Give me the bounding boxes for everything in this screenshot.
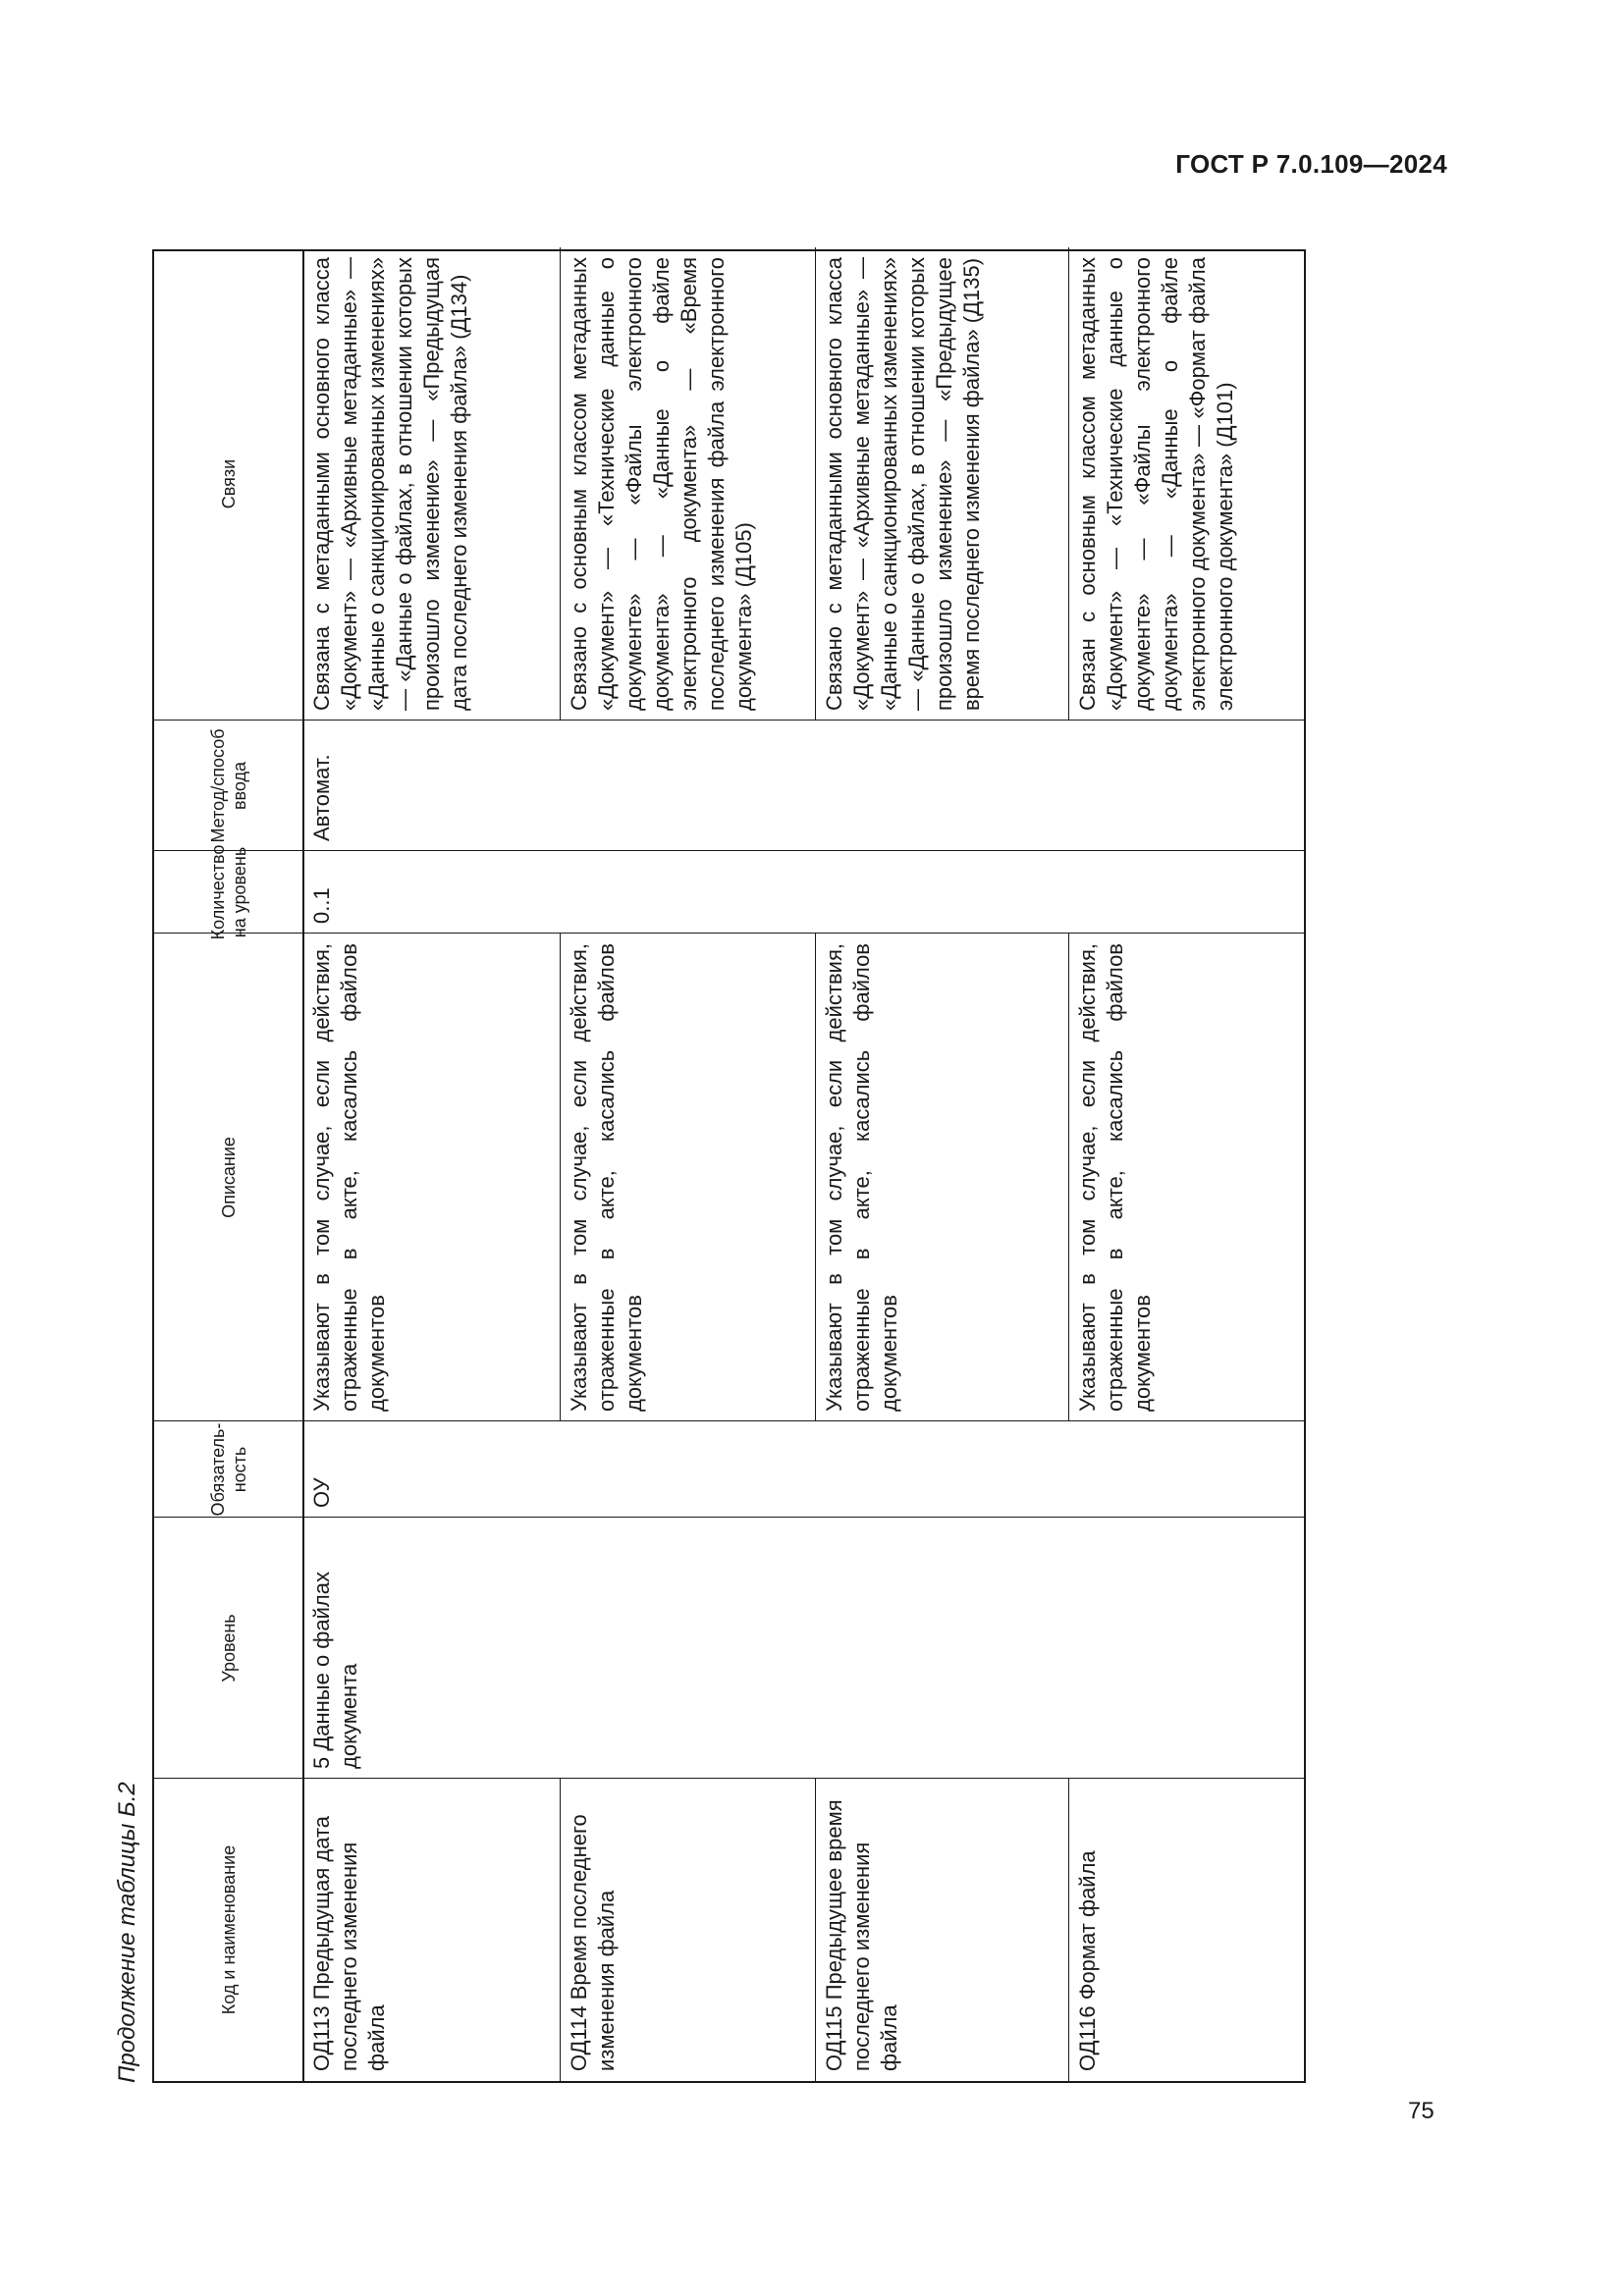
row-links-cell: Связано с метаданными основного класса «Документ» — «Архивные метаданные» — «Данные о санкционированных изменениях» — «Данные о файлах, в отношении которых произошло изменение» — «Предыдущее время последнего изменения файла» (Д135) [822, 257, 984, 711]
row-code-cell: ОД116 Формат файла [1075, 1850, 1100, 2071]
header-obligation: Обязатель-ность [207, 1422, 249, 1517]
row-code-cell: ОД113 Предыдущая дата последнего изменения файла [309, 1815, 389, 2071]
row-description-cell: Указывают в том случае, если действия, отраженные в акте, касались файлов документов [567, 943, 646, 1412]
row-description-cell: Указывают в том случае, если действия, отраженные в акте, касались файлов документов [1075, 943, 1155, 1412]
quantity-cell: 0..1 [309, 887, 334, 924]
document-standard-header: ГОСТ Р 7.0.109—2024 [1175, 149, 1447, 179]
row-links-cell: Связан с основным классом метаданных «Документ» — «Технические данные о документе» — «Файлы электронного документа» — «Данные о файле электронного документа» — «Формат файла электронного документа» (Д101) [1075, 257, 1237, 711]
row-description-cell: Указывают в том случае, если действия, отраженные в акте, касались файлов документов [309, 943, 389, 1412]
page-number: 75 [1408, 2098, 1435, 2124]
header-quantity: Количество на уровень [207, 844, 249, 940]
row-code-cell: ОД115 Предыдущее время последнего изменения файла [822, 1799, 901, 2071]
header-method: Метод/способ ввода [207, 728, 249, 843]
method-cell: Автомат. [309, 754, 334, 841]
metadata-table [152, 249, 1306, 2083]
header-description: Описание [218, 1137, 239, 1218]
row-code-cell: ОД114 Время последнего изменения файла [567, 1814, 619, 2071]
level-cell: 5 Данные о файлах документа [309, 1572, 361, 1769]
header-code: Код и наименование [218, 1844, 239, 2015]
table-caption: Продолжение таблицы Б.2 [114, 1782, 140, 2083]
row-links-cell: Связано с основным классом метаданных «Документ» — «Технические данные о документе» — «Файлы электронного документа» — «Данные о файле электронного документа» — «Время последнего изменения файла электронного документа» (Д105) [567, 257, 756, 711]
header-links: Связи [218, 458, 239, 509]
row-description-cell: Указывают в том случае, если действия, отраженные в акте, касались файлов документов [822, 943, 901, 1412]
header-level: Уровень [218, 1614, 239, 1682]
obligation-cell: ОУ [309, 1477, 334, 1508]
row-links-cell: Связана с метаданными основного класса «Документ» — «Архивные метаданные» — «Данные о санкционированных изменениях» — «Данные о файлах, в отношении которых произошло изменение» — «Предыдущая дата последнего изменения файла» (Д134) [309, 257, 471, 711]
rotated-table-block [103, 218, 1316, 2083]
